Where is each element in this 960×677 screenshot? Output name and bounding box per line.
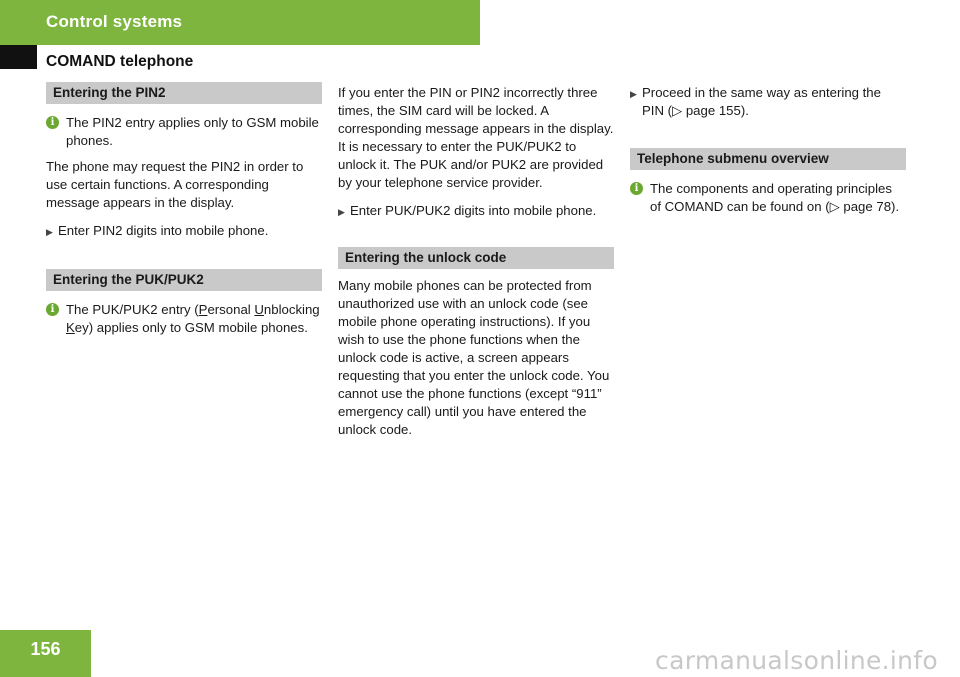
column-3 (630, 82, 906, 216)
step-text: Proceed in the same way as entering the PIN (▷ page 155). (642, 85, 881, 118)
paragraph-pin2: The phone may request the PIN2 in order to use certain functions. A corresponding message appears in the display. (46, 159, 304, 210)
heading-unlock-code: Entering the unlock code (338, 247, 614, 269)
info-icon: i (630, 182, 643, 195)
column-1 (46, 82, 322, 337)
step-text: Enter PIN2 digits into mobile phone. (58, 223, 269, 238)
step-puk (338, 202, 614, 221)
arrow-right-icon: ▶ (630, 89, 637, 99)
section-title: Control systems (46, 12, 183, 31)
step-text: Enter PUK/PUK2 digits into mobile phone. (350, 203, 597, 218)
paragraph-unlock-code: Many mobile phones can be protected from unauthorized use with an unlock code (see mobile phone operating instructions). If you wish to use the phone functions when the unlock code is active, a screen appears requesting that you enter the unlock code. You cannot use the phone functions (except “911” emergency call) until you have entered the unlock code. (338, 278, 610, 437)
info-text: The components and operating principles of COMAND can be found on (▷ page 78). (650, 181, 900, 214)
column-2 (338, 82, 614, 439)
heading-pin2: Entering the PIN2 (46, 82, 322, 104)
info-note-puk (46, 301, 322, 337)
heading-puk: Entering the PUK/PUK2 (46, 269, 322, 291)
section-marker (0, 45, 37, 69)
info-icon: i (46, 116, 59, 129)
heading-submenu: Telephone submenu overview (630, 148, 906, 170)
paragraph-lock: If you enter the PIN or PIN2 incorrectly three times, the SIM card will be locked. A corresponding message appears in the display. It is necessary to enter the PUK/PUK2 to unlock it. The PUK and/or PUK2 are provided by your telephone service provider. (338, 85, 614, 190)
page-number-box (0, 630, 91, 677)
page-number: 156 (30, 639, 61, 659)
info-note-submenu (630, 180, 906, 216)
info-icon: i (46, 303, 59, 316)
info-text: The PUK/PUK2 entry (Personal Unblocking Key) applies only to GSM mobile phones. (66, 302, 320, 335)
arrow-right-icon: ▶ (338, 207, 345, 217)
step-proceed (630, 84, 906, 120)
arrow-right-icon: ▶ (46, 227, 53, 237)
info-note-pin2 (46, 114, 322, 150)
section-header-bar (0, 0, 480, 45)
page-subtitle: COMAND telephone (46, 53, 194, 70)
watermark: carmanualsonline.info (655, 646, 938, 675)
info-text: The PIN2 entry applies only to GSM mobile phones. (66, 115, 319, 148)
step-pin2 (46, 222, 322, 241)
